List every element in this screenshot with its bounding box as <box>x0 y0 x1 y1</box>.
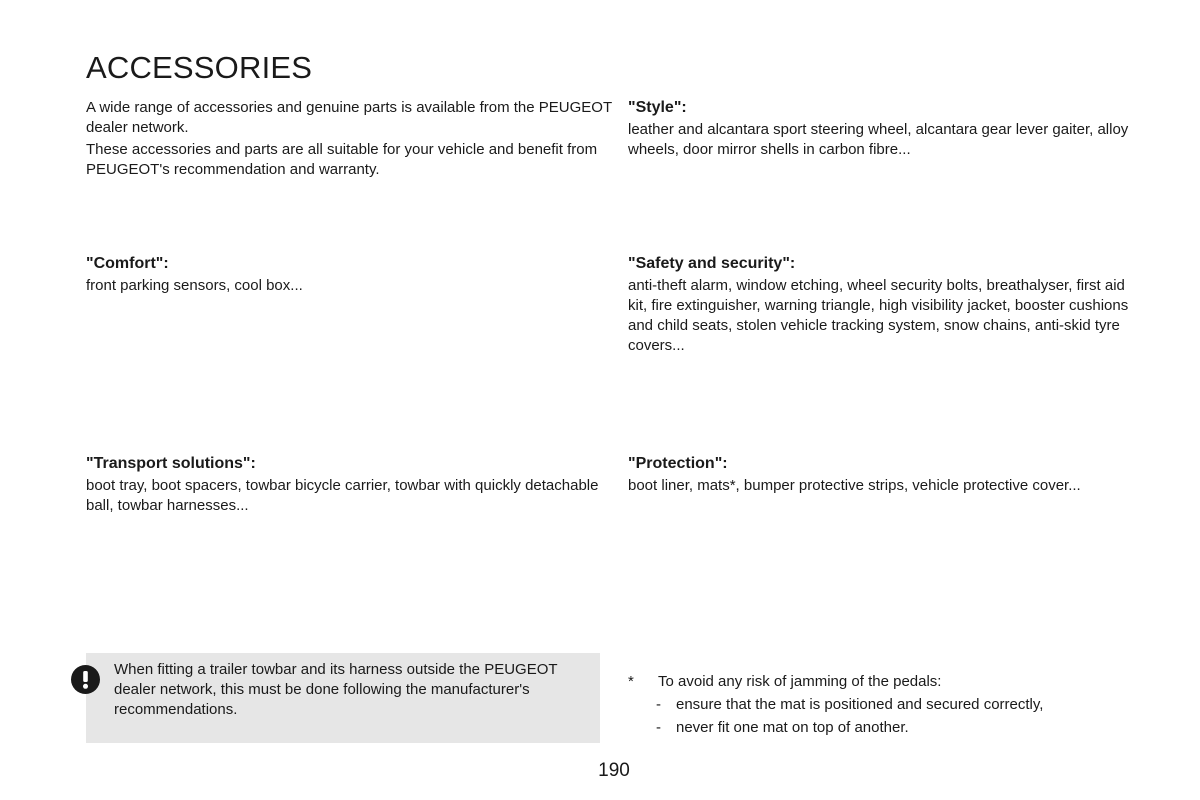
section-transport-heading: "Transport solutions": <box>86 455 256 472</box>
section-comfort <box>86 254 606 296</box>
section-safety <box>628 254 1148 356</box>
section-safety-text: anti-theft alarm, window etching, wheel security bolts, breathalyser, first aid kit, fire extinguisher, warning triangle, high visibility jacket, booster cushions and child seats, stolen vehicle tracking system, snow chains, anti-skid tyre covers... <box>628 277 1129 354</box>
footnote-item-1: ensure that the mat is positioned and secured correctly, <box>676 696 1044 713</box>
section-style <box>628 98 1148 160</box>
footnote-intro <box>628 670 1148 693</box>
warning-box <box>86 653 600 743</box>
section-comfort-text: front parking sensors, cool box... <box>86 277 303 294</box>
list-dash: - <box>656 696 661 713</box>
section-style-text: leather and alcantara sport steering wheel, alcantara gear lever gaiter, alloy wheels, door mirror shells in carbon fibre... <box>628 121 1129 158</box>
page-number: 190 <box>598 760 630 781</box>
section-protection <box>628 454 1148 496</box>
intro-paragraph-1: A wide range of accessories and genuine parts is available from the PEUGEOT dealer network. <box>86 99 612 136</box>
section-protection-heading: "Protection": <box>628 455 728 472</box>
footnote-marker: * <box>628 673 634 690</box>
section-transport-text: boot tray, boot spacers, towbar bicycle carrier, towbar with quickly detachable ball, towbar harnesses... <box>86 477 599 514</box>
list-dash: - <box>656 719 661 736</box>
section-comfort-heading: "Comfort": <box>86 255 169 272</box>
section-protection-text: boot liner, mats*, bumper protective strips, vehicle protective cover... <box>628 477 1081 494</box>
section-transport <box>86 454 606 516</box>
intro-text <box>86 98 616 180</box>
section-safety-heading: "Safety and security": <box>628 255 796 272</box>
footnote-list-item <box>628 693 1148 716</box>
warning-text: When fitting a trailer towbar and its harness outside the PEUGEOT dealer network, this must be done following the manufacturer's recommendations. <box>114 661 558 718</box>
footnote-item-2: never fit one mat on top of another. <box>676 719 909 736</box>
intro-paragraph-2: These accessories and parts are all suitable for your vehicle and benefit from PEUGEOT's recommendation and warranty. <box>86 141 598 178</box>
footnote-text: To avoid any risk of jamming of the pedals: <box>658 673 942 690</box>
exclamation-icon <box>71 665 100 694</box>
section-style-heading: "Style": <box>628 99 687 116</box>
footnote <box>628 670 1148 739</box>
page-title: ACCESSORIES <box>86 50 313 85</box>
footnote-list-item <box>628 716 1148 739</box>
